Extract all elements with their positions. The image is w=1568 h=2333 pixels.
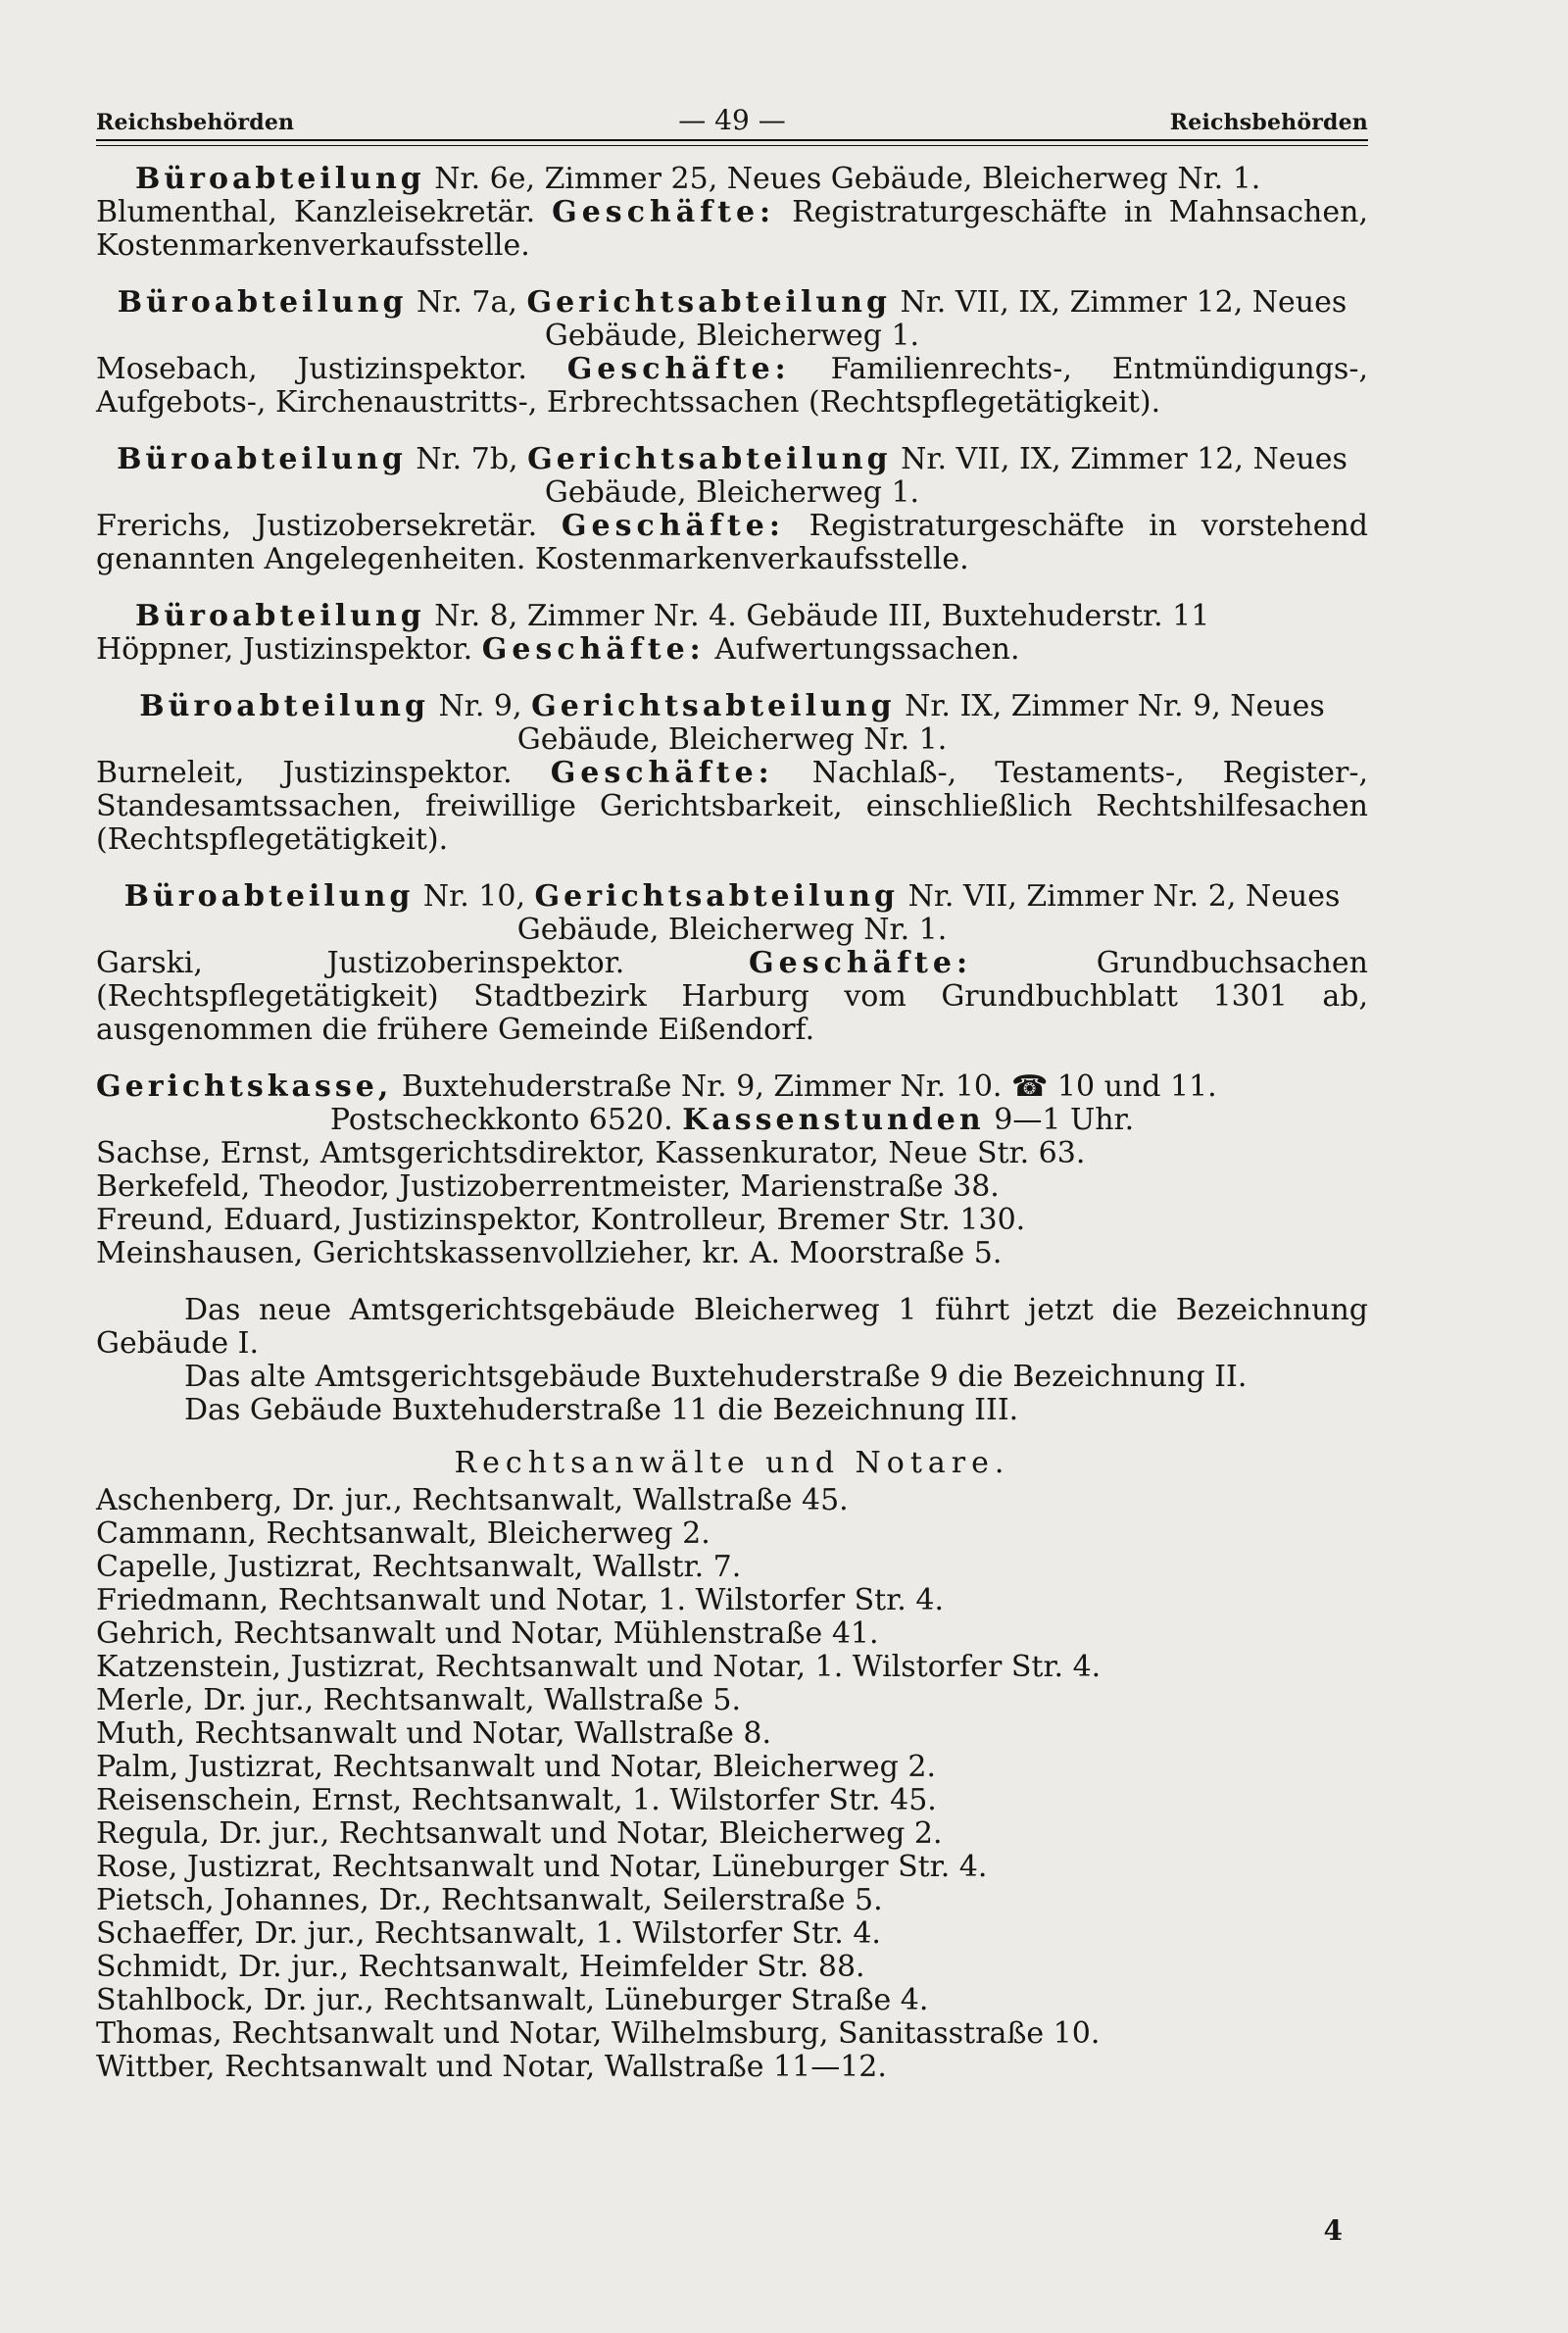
- staff-entry: Sachse, Ernst, Amtsgerichtsdirektor, Kassenkurator, Neue Str. 63.: [96, 1136, 1086, 1170]
- heading-number: Nr. 9,: [438, 689, 522, 723]
- cash-office-staff: [96, 1137, 1368, 1270]
- heading-label-2: Gerichtsabteilung: [526, 285, 891, 320]
- section-person: [96, 633, 1368, 667]
- heading-label-2: Gerichtsabteilung: [531, 689, 896, 723]
- duties-text: Aufwertungssachen.: [714, 632, 1020, 667]
- heading-label: Büroabteilung: [135, 599, 425, 633]
- building-notes: [96, 1294, 1368, 1427]
- lawyer-entry: Katzenstein, Justizrat, Rechtsanwalt und Notar, 1. Wilstorfer Str. 4.: [96, 1650, 1102, 1684]
- section-heading: [96, 880, 1368, 947]
- section-person: [96, 757, 1368, 857]
- heading-label-2: Gerichtsabteilung: [534, 879, 900, 914]
- office-hours-value: 9—1 Uhr.: [994, 1103, 1135, 1137]
- duties-label: Geschäfte:: [550, 756, 774, 790]
- duties-label: Geschäfte:: [566, 352, 791, 386]
- heading-text: Nr. VII, Zimmer Nr. 2, Neues Gebäude, Bleicherweg Nr. 1.: [516, 879, 1341, 947]
- signature-number: 4: [1323, 2214, 1343, 2247]
- section-person: [96, 353, 1368, 420]
- duties-text: Registraturgeschäfte in Mahnsachen, Kostenmarkenverkaufsstelle.: [96, 195, 1368, 263]
- lawyer-entry: Reisenschein, Ernst, Rechtsanwalt, 1. Wilstorfer Str. 45.: [96, 1783, 937, 1817]
- person-name: Mosebach, Justizinspektor.: [96, 352, 527, 386]
- lawyers-list: [96, 1484, 1368, 2084]
- heading-label: Büroabteilung: [135, 162, 425, 196]
- note-entry: Das alte Amtsgerichtsgebäude Buxtehuderstraße 9 die Bezeichnung II.: [184, 1360, 1248, 1394]
- duties-label: Geschäfte:: [552, 195, 776, 229]
- lawyer-entry: Gehrich, Rechtsanwalt und Notar, Mühlenstraße 41.: [96, 1616, 879, 1651]
- section-person: [96, 510, 1368, 576]
- lawyers-heading: Rechtsanwälte und Notare.: [454, 1446, 1010, 1480]
- section-court-cash-office: [96, 1070, 1368, 1270]
- section-heading: [96, 1070, 1368, 1104]
- section-office-10: [96, 880, 1368, 1047]
- heading-label: Büroabteilung: [117, 285, 408, 320]
- section-person: [96, 196, 1368, 263]
- heading-number: Nr. 7a,: [416, 285, 517, 320]
- note-entry: Das neue Amtsgerichtsgebäude Bleicherweg 1 führt jetzt die Bezeichnung Gebäude I.: [96, 1293, 1368, 1361]
- heading-text: Nr. VII, IX, Zimmer 12, Neues Gebäude, Bleicherweg 1.: [544, 285, 1348, 353]
- cash-office-hours: [96, 1104, 1368, 1137]
- lawyer-entry: Rose, Justizrat, Rechtsanwalt und Notar, Lüneburger Str. 4.: [96, 1850, 988, 1884]
- duties-text: Registraturgeschäfte in vorstehend genannten Angelegenheiten. Kostenmarkenverkaufsstelle.: [96, 509, 1368, 576]
- duties-text: Grundbuchsachen (Rechtspflegetätigkeit) Stadtbezirk Harburg vom Grundbuchblatt 1301 ab, ausgenommen die frühere Gemeinde Eißendorf.: [96, 946, 1368, 1047]
- header-rule-thick: [96, 139, 1368, 141]
- heading-text: Nr. 6e, Zimmer 25, Neues Gebäude, Bleicherweg Nr. 1.: [434, 162, 1261, 196]
- duties-label: Geschäfte:: [481, 632, 706, 667]
- heading-text: Nr. 8, Zimmer Nr. 4. Gebäude III, Buxtehuderstr. 11: [434, 599, 1210, 633]
- heading-label-2: Gerichtsabteilung: [527, 442, 892, 476]
- lawyer-entry: Wittber, Rechtsanwalt und Notar, Wallstraße 11—12.: [96, 2050, 887, 2084]
- section-heading: [96, 690, 1368, 757]
- document-body: [96, 163, 1368, 2084]
- person-name: Höppner, Justizinspektor.: [96, 632, 473, 667]
- lawyer-entry: Regula, Dr. jur., Rechtsanwalt und Notar, Bleicherweg 2.: [96, 1816, 943, 1851]
- lawyer-entry: Capelle, Justizrat, Rechtsanwalt, Wallstr. 7.: [96, 1550, 742, 1584]
- person-name: Blumenthal, Kanzleisekretär.: [96, 195, 536, 229]
- lawyer-entry: Aschenberg, Dr. jur., Rechtsanwalt, Wallstraße 45.: [96, 1483, 849, 1517]
- section-heading: [96, 163, 1368, 196]
- header-left: Reichsbehörden: [96, 110, 295, 135]
- heading-label: Büroabteilung: [117, 442, 407, 476]
- section-office-6e: [96, 163, 1368, 263]
- duties-text: Familienrechts-, Entmündigungs-, Aufgebots-, Kirchenaustritts-, Erbrechtssachen (Rechtspflegetätigkeit).: [96, 352, 1368, 420]
- staff-entry: Meinshausen, Gerichtskassenvollzieher, kr. A. Moorstraße 5.: [96, 1236, 1003, 1270]
- heading-label: Gerichtskasse,: [96, 1069, 393, 1104]
- lawyer-entry: Cammann, Rechtsanwalt, Bleicherweg 2.: [96, 1516, 710, 1551]
- postal-account: Postscheckkonto 6520.: [329, 1103, 673, 1137]
- duties-label: Geschäfte:: [561, 509, 785, 543]
- section-office-9: [96, 690, 1368, 857]
- heading-label: Büroabteilung: [123, 879, 415, 914]
- lawyer-entry: Friedmann, Rechtsanwalt und Notar, 1. Wilstorfer Str. 4.: [96, 1583, 944, 1617]
- lawyer-entry: Muth, Rechtsanwalt und Notar, Wallstraße 8.: [96, 1716, 772, 1751]
- running-header: [96, 102, 1368, 141]
- heading-label: Büroabteilung: [139, 689, 429, 723]
- note-entry: Das Gebäude Buxtehuderstraße 11 die Bezeichnung III.: [184, 1393, 1019, 1427]
- section-heading: [96, 286, 1368, 353]
- heading-number: Nr. 7b,: [416, 442, 518, 476]
- section-heading: [96, 600, 1368, 633]
- person-name: Frerichs, Justizobersekretär.: [96, 509, 538, 543]
- heading-text: Nr. IX, Zimmer Nr. 9, Neues Gebäude, Bleicherweg Nr. 1.: [516, 689, 1325, 757]
- duties-label: Geschäfte:: [748, 946, 973, 980]
- lawyer-entry: Stahlbock, Dr. jur., Rechtsanwalt, Lüneburger Straße 4.: [96, 1983, 929, 2017]
- header-page-number: — 49 —: [678, 104, 786, 136]
- lawyer-entry: Palm, Justizrat, Rechtsanwalt und Notar, Bleicherweg 2.: [96, 1750, 937, 1784]
- section-office-8: [96, 600, 1368, 667]
- office-hours-label: Kassenstunden: [682, 1103, 985, 1137]
- header-right: Reichsbehörden: [1169, 110, 1368, 135]
- person-name: Garski, Justizoberinspektor.: [96, 946, 625, 980]
- heading-number: Nr. 10,: [422, 879, 525, 914]
- header-rule-thin: [96, 145, 1368, 146]
- lawyer-entry: Merle, Dr. jur., Rechtsanwalt, Wallstraße 5.: [96, 1683, 742, 1717]
- person-name: Burneleit, Justizinspektor.: [96, 756, 513, 790]
- section-heading: [96, 443, 1368, 510]
- lawyer-entry: Pietsch, Johannes, Dr., Rechtsanwalt, Seilerstraße 5.: [96, 1883, 883, 1917]
- heading-text: Nr. VII, IX, Zimmer 12, Neues Gebäude, Bleicherweg 1.: [544, 442, 1348, 510]
- duties-text: Nachlaß-, Testaments-, Register-, Standesamtssachen, freiwillige Gerichtsbarkeit, einschließlich Rechtshilfesachen (Rechtspflegetätigkeit).: [96, 756, 1368, 857]
- lawyer-entry: Thomas, Rechtsanwalt und Notar, Wilhelmsburg, Sanitasstraße 10.: [96, 2016, 1101, 2051]
- section-office-7a: [96, 286, 1368, 420]
- heading-text: Buxtehuderstraße Nr. 9, Zimmer Nr. 10. ☎ 10 und 11.: [401, 1069, 1217, 1104]
- section-person: [96, 947, 1368, 1047]
- staff-entry: Freund, Eduard, Justizinspektor, Kontrolleur, Bremer Str. 130.: [96, 1203, 1026, 1237]
- lawyer-entry: Schmidt, Dr. jur., Rechtsanwalt, Heimfelder Str. 88.: [96, 1950, 865, 1984]
- staff-entry: Berkefeld, Theodor, Justizoberrentmeister, Marienstraße 38.: [96, 1169, 1000, 1204]
- section-office-7b: [96, 443, 1368, 576]
- lawyer-entry: Schaeffer, Dr. jur., Rechtsanwalt, 1. Wilstorfer Str. 4.: [96, 1916, 881, 1951]
